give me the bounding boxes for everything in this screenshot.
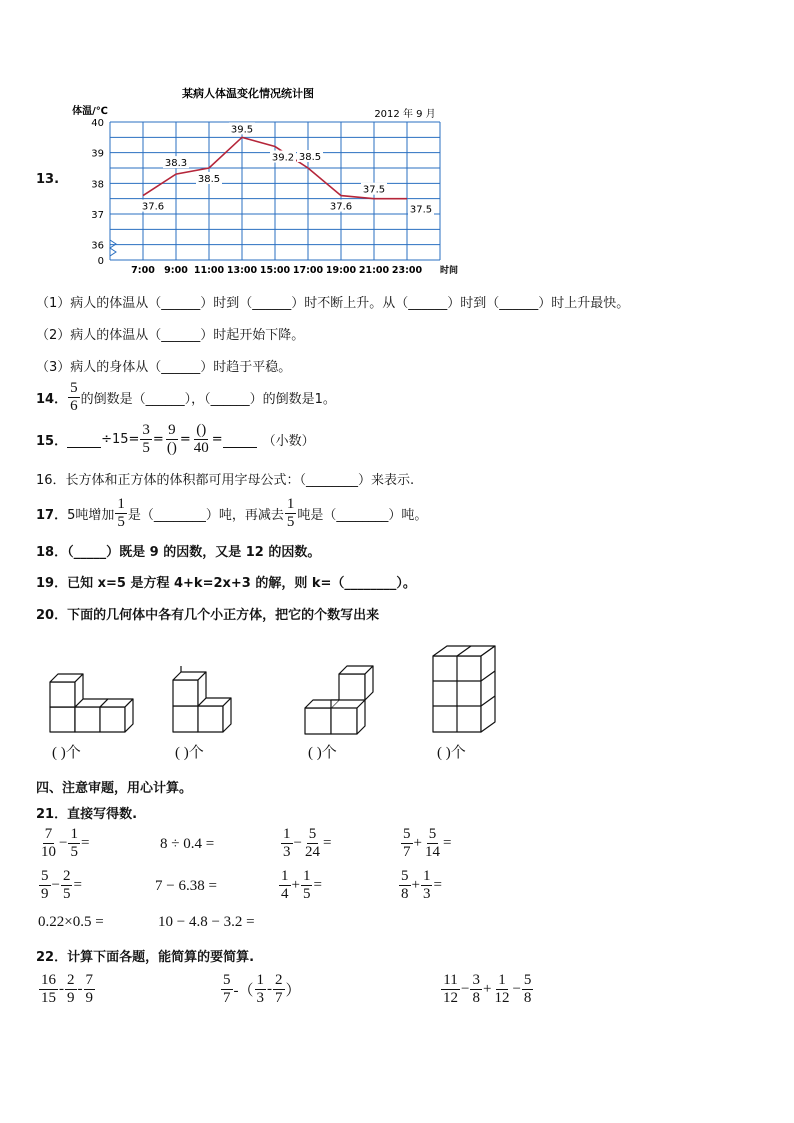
data-point-label: 38.5 [197, 174, 221, 185]
x-tick-label: 19:00 [325, 265, 357, 276]
cube-figure-3 [305, 666, 373, 734]
q15-divide: ÷15= [101, 432, 140, 447]
cube-figures [40, 640, 520, 740]
y-tick-label: 38 [91, 179, 104, 191]
q13-sub3: （3）病人的身体从（______）时趋于平稳。 [36, 360, 292, 375]
q17-fraction-1: $\frac{1}{5}$ [117, 496, 125, 530]
q21-r2-a: $\frac{5}{9}$ − $\frac{2}{5}$ = [41, 868, 82, 902]
chart-x-axis-label: 时间 [440, 266, 459, 276]
chart-y-ticks [91, 118, 104, 267]
q14 [36, 380, 336, 415]
data-point-label: 38.5 [298, 152, 322, 163]
q17-text-a: 5吨增加 [67, 508, 115, 523]
q17-text-b: 是（________）吨，再减去 [127, 508, 284, 523]
y-tick-label: 37 [91, 210, 104, 221]
q18: 18．（_____）既是 9 的因数，又是 12 的因数。 [36, 545, 321, 560]
cube-figure-4 [433, 646, 495, 732]
q15-eq-1: = [152, 432, 164, 447]
data-point-label: 37.5 [362, 184, 386, 196]
data-point-label: 37.6 [141, 201, 165, 213]
q22-expr-1: $\frac{16}{15}$ - $\frac{2}{9}$ - $\frac{7}{9}$ [41, 972, 93, 1006]
data-point-label: 37.5 [409, 204, 433, 216]
q14-number: 14． [36, 392, 68, 407]
q13-sub1: （1）病人的体温从（______）时到（______）时不断上升。从（______）时到（______）时上升最快。 [36, 296, 630, 311]
q17-number: 17． [36, 508, 68, 523]
q16: 16．长方体和正方体的体积都可用字母公式：（________）来表示. [36, 473, 415, 488]
q21-r2-b: 7 − 6.38 = [155, 878, 217, 894]
q13-number: 13. [36, 172, 60, 187]
q22-expr-2: $\frac{5}{7}$ -（ $\frac{1}{3}$ - $\frac{2}{7}$ ） [223, 972, 301, 1006]
q21-r1-b: 8 ÷ 0.4 = [160, 836, 215, 852]
x-tick-label: 13:00 [226, 265, 258, 276]
x-tick-label: 11:00 [193, 265, 225, 276]
x-tick-label: 9:00 [164, 265, 188, 276]
chart-data-labels [140, 122, 434, 215]
q21-r1-a: $\frac{7}{10}$ − $\frac{1}{5}$ = [41, 826, 90, 860]
q21-r3-b: 10 − 4.8 − 3.2 = [158, 914, 255, 930]
y-tick-label: 36 [91, 240, 104, 252]
x-tick-label: 7:00 [131, 265, 155, 276]
q20-caption-1: ( )个 [52, 745, 81, 761]
q20: 20．下面的几何体中各有几个小正方体，把它的个数写出来 [36, 608, 380, 623]
y-tick-label: 39 [91, 148, 104, 160]
chart-x-ticks [131, 265, 422, 276]
q17 [36, 496, 427, 531]
data-point-label: 39.5 [230, 124, 254, 136]
q20-caption-2: ( )个 [175, 745, 204, 761]
q17-fraction-2: $\frac{1}{5}$ [286, 496, 295, 530]
q20-caption-4: ( )个 [437, 745, 466, 761]
q15-blank-1[interactable] [67, 432, 101, 448]
q15-fraction-2: $\frac{9}{()}$ [166, 422, 177, 456]
q22: 22．计算下面各题，能简算的要简算. [36, 950, 255, 965]
cube-figure-1 [50, 674, 133, 732]
chart-subtitle: 2012 年 9 月 [374, 109, 436, 120]
q15-eq-2: = [179, 432, 191, 447]
data-point-label: 38.3 [164, 158, 188, 170]
x-tick-label: 15:00 [259, 265, 291, 276]
q17-text-c: 吨是（________）吨。 [297, 508, 428, 523]
y-tick-label: 40 [91, 118, 104, 129]
q21-r2-d: $\frac{5}{8}$ + $\frac{1}{3}$ = [401, 868, 442, 902]
data-point-label: 39.2 [271, 152, 295, 164]
chart-title: 某病人体温变化情况统计图 [182, 87, 314, 100]
y-tick-label: 0 [97, 256, 104, 267]
chart-y-axis-label: 体温/℃ [72, 106, 108, 117]
q21-r3-a: 0.22×0.5 = [38, 914, 104, 930]
axis-break-icon [110, 240, 116, 256]
cube-figure-2 [173, 666, 231, 732]
chart-grid [110, 122, 440, 260]
q21: 21．直接写得数. [36, 807, 138, 822]
q19: 19．已知 x=5 是方程 4+k=2x+3 的解，则 k=（________）。 [36, 576, 416, 591]
q15-fraction-3: $\frac{()}{40}$ [193, 422, 209, 456]
q15 [36, 422, 315, 457]
q14-text: 的倒数是（______），（______）的倒数是1。 [80, 392, 336, 407]
q22-expr-3: $\frac{11}{12}$ − $\frac{3}{8}$ + $\frac{1}{12}$ − $\frac{5}{8}$ [443, 972, 532, 1006]
temperature-line-chart [60, 80, 480, 280]
q14-fraction: $\frac{5}{6}$ [70, 380, 78, 414]
q21-r2-c: $\frac{1}{4}$ + $\frac{1}{5}$ = [281, 868, 322, 902]
q13-sub2: （2）病人的体温从（______）时起开始下降。 [36, 328, 305, 343]
x-tick-label: 21:00 [358, 265, 390, 276]
x-tick-label: 17:00 [292, 265, 324, 276]
data-point-label: 37.6 [329, 201, 353, 213]
q21-r1-c: $\frac{1}{3}$ − $\frac{5}{24}$ = [283, 826, 332, 860]
q15-fraction-1: $\frac{3}{5}$ [142, 422, 150, 456]
q15-number: 15． [36, 434, 68, 449]
q15-blank-2[interactable] [223, 432, 257, 448]
q20-caption-3: ( )个 [308, 745, 337, 761]
q15-tail: （小数） [262, 434, 315, 449]
section-4-heading: 四、注意审题，用心计算。 [36, 781, 193, 796]
q21-r1-d: $\frac{5}{7}$ + $\frac{5}{14}$ = [403, 826, 452, 860]
q15-eq-3: = [211, 432, 223, 447]
x-tick-label: 23:00 [391, 265, 423, 276]
